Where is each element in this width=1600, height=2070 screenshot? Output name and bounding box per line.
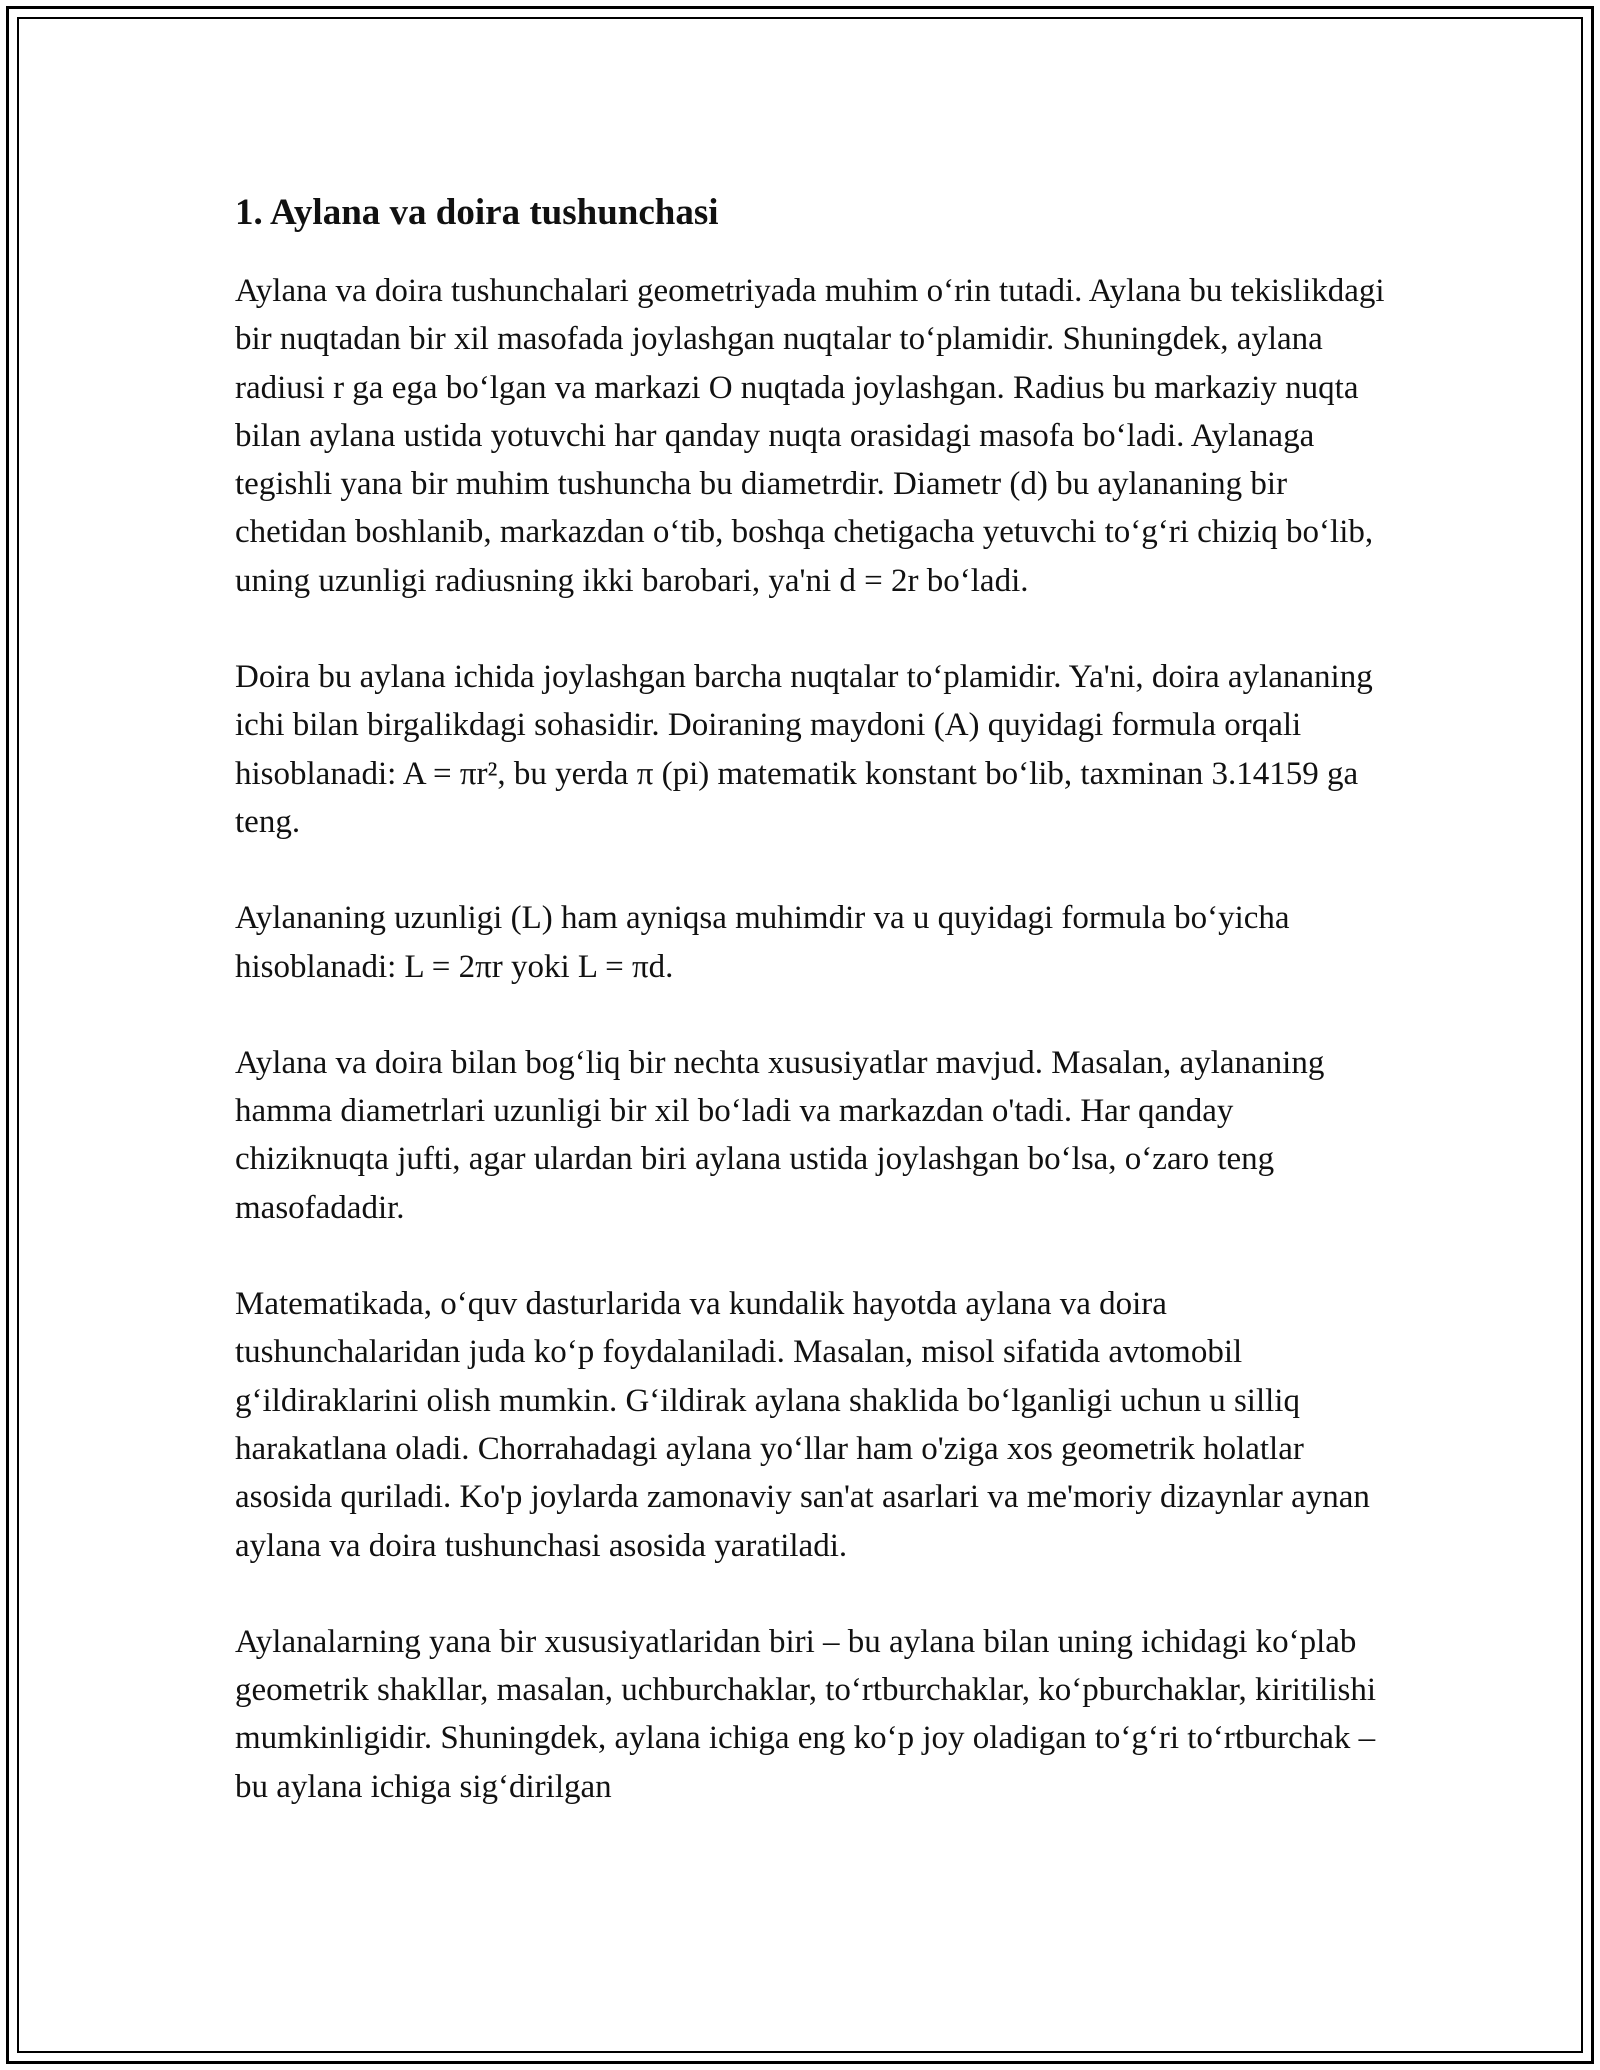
paragraph-inscribed-shapes: Aylanalarning yana bir xususiyatlaridan biri – bu aylana bilan uning ichidagi ko‘plab geometrik shakllar, masalan, uchburchaklar, to‘rtburchaklar, ko‘pburchaklar, kiritilishi mumkinligidir. Shuningdek, aylana ichiga eng ko‘p joy oladigan to‘g‘ri to‘rtburchak – bu aylana ichiga sig‘dirilgan <box>235 1623 1377 1805</box>
paragraph-disk-area: Doira bu aylana ichida joylashgan barcha nuqtalar to‘plamidir. Ya'ni, doira aylananing ichi bilan birgalikdagi sohasidir. Doiraning maydoni (A) quyidagi formula orqali hisoblanadi: A = πr², bu yerda π (pi) matematik konstant bo‘lib, taxminan 3.14159 ga teng. <box>235 659 1373 840</box>
section-heading: 1. Aylana va doira tushunchasi <box>235 192 719 233</box>
paragraph-applications: Matematikada, o‘quv dasturlarida va kundalik hayotda aylana va doira tushunchalaridan juda ko‘p foydalaniladi. Masalan, misol sifatida avtomobil g‘ildiraklarini olish mumkin. G‘ildirak aylana shaklida bo‘lganligi uchun u silliq harakatlana oladi. Chorrahadagi aylana yo‘llar ham o'ziga xos geometrik holatlar asosida quriladi. Ko'p joylarda zamonaviy san'at asarlari va me'moriy dizaynlar aynan aylana va doira tushunchasi asosida yaratiladi. <box>235 1286 1370 1564</box>
document-body <box>235 185 1395 1811</box>
paragraph-circumference: Aylananing uzunligi (L) ham ayniqsa muhimdir va u quyidagi formula bo‘yicha hisoblanadi: L = 2πr yoki L = πd. <box>235 900 1290 985</box>
paragraph-circle-definition: Aylana va doira tushunchalari geometriyada muhim o‘rin tutadi. Aylana bu tekislikdagi bir nuqtadan bir xil masofada joylashgan nuqtalar to‘plamidir. Shuningdek, aylana radiusi r ga ega bo‘lgan va markazi O nuqtada joylashgan. Radius bu markaziy nuqta bilan aylana ustida yotuvchi har qanday nuqta orasidagi masofa bo‘ladi. Aylanaga tegishli yana bir muhim tushuncha bu diametrdir. Diametr (d) bu aylananing bir chetidan boshlanib, markazdan o‘tib, boshqa chetigacha yetuvchi to‘g‘ri chiziq bo‘lib, uning uzunligi radiusning ikki barobari, ya'ni d = 2r bo‘ladi. <box>235 273 1385 599</box>
paragraph-properties: Aylana va doira bilan bog‘liq bir nechta xususiyatlar mavjud. Masalan, aylananing hamma diametrlari uzunligi bir xil bo‘ladi va markazdan o'tadi. Har qanday chiziknuqta jufti, agar ulardan biri aylana ustida joylashgan bo‘lsa, o‘zaro teng masofadadir. <box>235 1044 1325 1226</box>
